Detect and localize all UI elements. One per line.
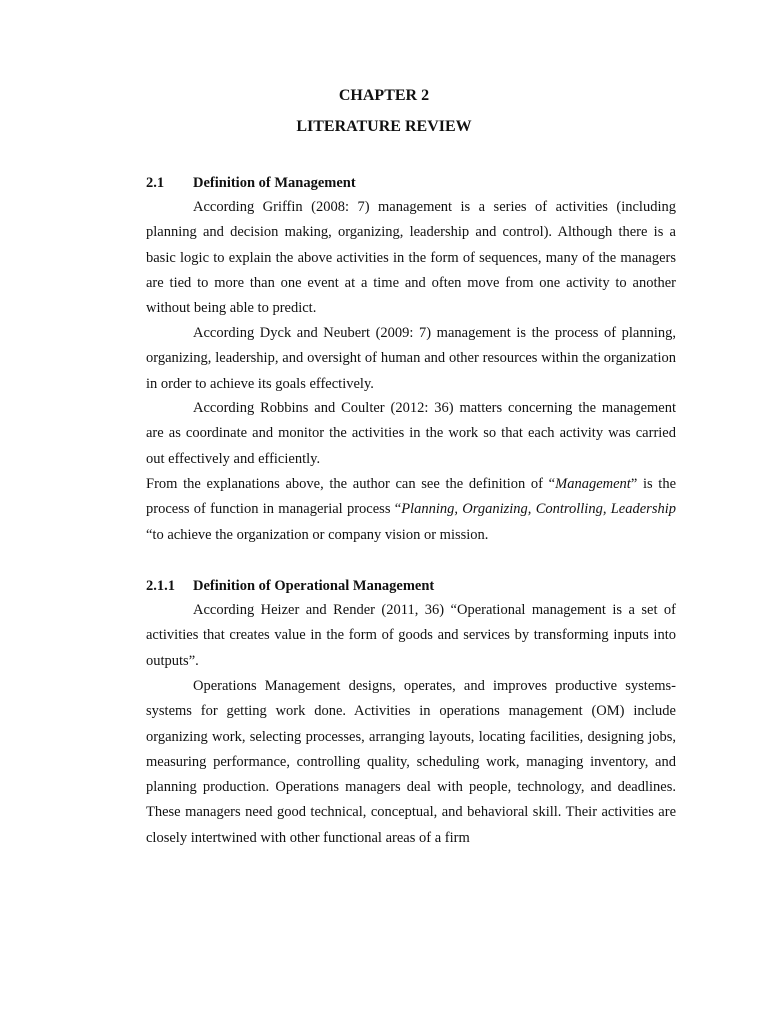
conclusion-text-2: ” is the process of function in managerial process “: [146, 476, 677, 518]
conclusion-text-3: “to achieve the organization or company vision or mission.: [146, 526, 489, 543]
section-number: 2.1: [146, 175, 165, 191]
paragraph-operations-management: Operations Management designs, operates, and improves productive systems- systems for getting work done. Activities in operations management (OM) include organizing work, selecting processes, arranging layouts, locating facilities, designing jobs, measuring performance, controlling quality, scheduling work, managing inventory, and planning production. Operations managers deal with people, technology, and deadlines. These managers need good technical, conceptual, and behavioral skill. Their activities are closely intertwined with other functional areas of a firm: [146, 678, 676, 846]
chapter-title: LITERATURE REVIEW: [296, 118, 472, 135]
paragraph-conclusion: [146, 472, 676, 548]
section-title: Definition of Management: [193, 175, 356, 191]
paragraph-robbins-coulter: According Robbins and Coulter (2012: 36) matters concerning the management are as coordinate and monitor the activities in the work so that each activity was carried out effectively and efficiently.: [146, 400, 676, 467]
paragraph-heizer-render: According Heizer and Render (2011, 36) “Operational management is a set of activities that creates value in the form of goods and services by transforming inputs into outputs”.: [146, 602, 676, 669]
section-title: Definition of Operational Management: [193, 578, 435, 594]
paragraph-dyck-neubert: According Dyck and Neubert (2009: 7) management is the process of planning, organizing, leadership, and oversight of human and other resources within the organization in order to achieve its goals effectively.: [146, 325, 676, 392]
section-number: 2.1.1: [146, 578, 175, 594]
section-heading-2-1: [146, 174, 356, 192]
section-heading-2-1-1: [146, 577, 434, 595]
paragraph-griffin: According Griffin (2008: 7) management is a series of activities (including planning and decision making, organizing, leadership and control). Although there is a basic logic to explain the above activities in the form of sequences, many of the managers are tied to more than one event at a time and often move from one activity to another without being able to predict.: [146, 199, 676, 317]
conclusion-italic-functions: Planning, Organizing, Controlling, Leadership: [401, 501, 676, 518]
conclusion-text-1: From the explanations above, the author can see the definition of “: [146, 476, 556, 492]
conclusion-italic-management: Management: [555, 476, 631, 492]
chapter-number: CHAPTER 2: [338, 87, 430, 104]
